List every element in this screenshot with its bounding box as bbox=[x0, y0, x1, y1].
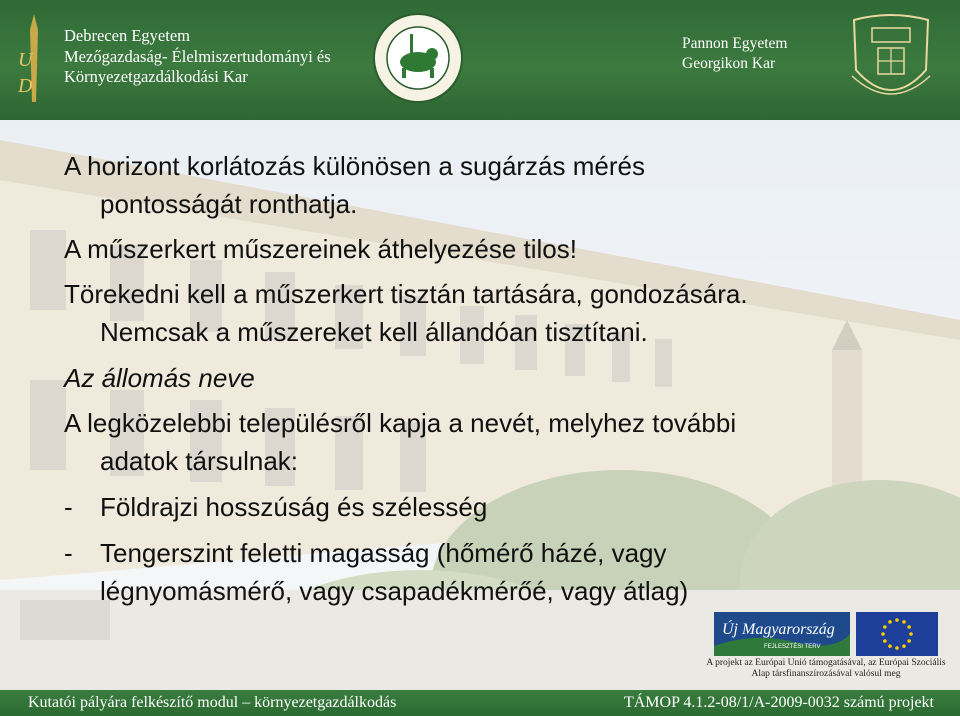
eu-star bbox=[895, 618, 899, 622]
text-line: adatok társulnak: bbox=[100, 446, 299, 476]
footer-project-id: TÁMOP 4.1.2-08/1/A-2009-0032 számú projekt bbox=[623, 694, 934, 711]
text-line: A legközelebbi településről kapja a nevét, melyhez további bbox=[64, 408, 737, 438]
eu-star bbox=[888, 620, 892, 624]
header-faculty-name bbox=[64, 26, 331, 88]
header-right-line: Georgikon Kar bbox=[682, 55, 776, 72]
footer-bar bbox=[0, 690, 960, 716]
text-line: A horizont korlátozás különösen a sugárzás mérés bbox=[64, 151, 645, 181]
footer-module-title: Kutatói pályára felkészítő modul – környezetgazdálkodás bbox=[28, 694, 397, 711]
svg-text:D: D bbox=[18, 75, 33, 97]
text-line: pontosságát ronthatja. bbox=[100, 189, 358, 219]
uj-logo-title: Új Magyarország bbox=[722, 621, 835, 638]
section-heading: Az állomás neve bbox=[64, 363, 255, 393]
text-line: Nemcsak a műszereket kell állandóan tisztítani. bbox=[100, 317, 648, 347]
text-line: A műszerkert műszereinek áthelyezése tilos! bbox=[64, 234, 577, 264]
eu-star bbox=[883, 639, 887, 643]
eu-star bbox=[883, 625, 887, 629]
uj-magyarorszag-logo bbox=[714, 612, 850, 656]
header-left-line: Debrecen Egyetem bbox=[64, 26, 190, 45]
header-left-line: Környezetgazdálkodási Kar bbox=[64, 67, 248, 86]
header-right-line: Pannon Egyetem bbox=[682, 35, 788, 52]
header-partner-name bbox=[682, 34, 787, 74]
eu-funding-note: A projekt az Európai Unió támogatásával, az Európai Szociális Alap társfinanszírozásával valósul meg bbox=[706, 658, 946, 679]
list-dash: - bbox=[64, 538, 73, 568]
eu-star bbox=[902, 644, 906, 648]
header-left-line: Mezőgazdaság- Élelmiszertudományi és bbox=[64, 46, 331, 66]
university-seal-icon bbox=[372, 12, 464, 104]
eu-star bbox=[909, 632, 913, 636]
svg-text:U: U bbox=[18, 49, 33, 71]
eu-flag-icon bbox=[856, 612, 938, 656]
eu-star bbox=[881, 632, 885, 636]
list-item: Földrajzi hosszúság és szélesség bbox=[100, 492, 488, 522]
list-item-continuation: légnyomásmérő, vagy csapadékmérőé, vagy átlag) bbox=[100, 576, 689, 606]
eu-star bbox=[888, 644, 892, 648]
eu-star bbox=[895, 646, 899, 650]
eu-star bbox=[902, 620, 906, 624]
uj-logo-subtitle: FEJLESZTÉSI TERV bbox=[764, 644, 821, 650]
header-banner bbox=[0, 0, 960, 120]
university-logo-icon bbox=[12, 10, 56, 110]
list-item: Tengerszint feletti magasság (hőmérő házé, vagy bbox=[100, 538, 667, 568]
eu-star bbox=[907, 625, 911, 629]
eu-star bbox=[907, 639, 911, 643]
university-crest-icon bbox=[846, 10, 936, 112]
list-dash: - bbox=[64, 492, 73, 522]
text-line: Törekedni kell a műszerkert tisztán tartására, gondozására. bbox=[64, 279, 748, 309]
